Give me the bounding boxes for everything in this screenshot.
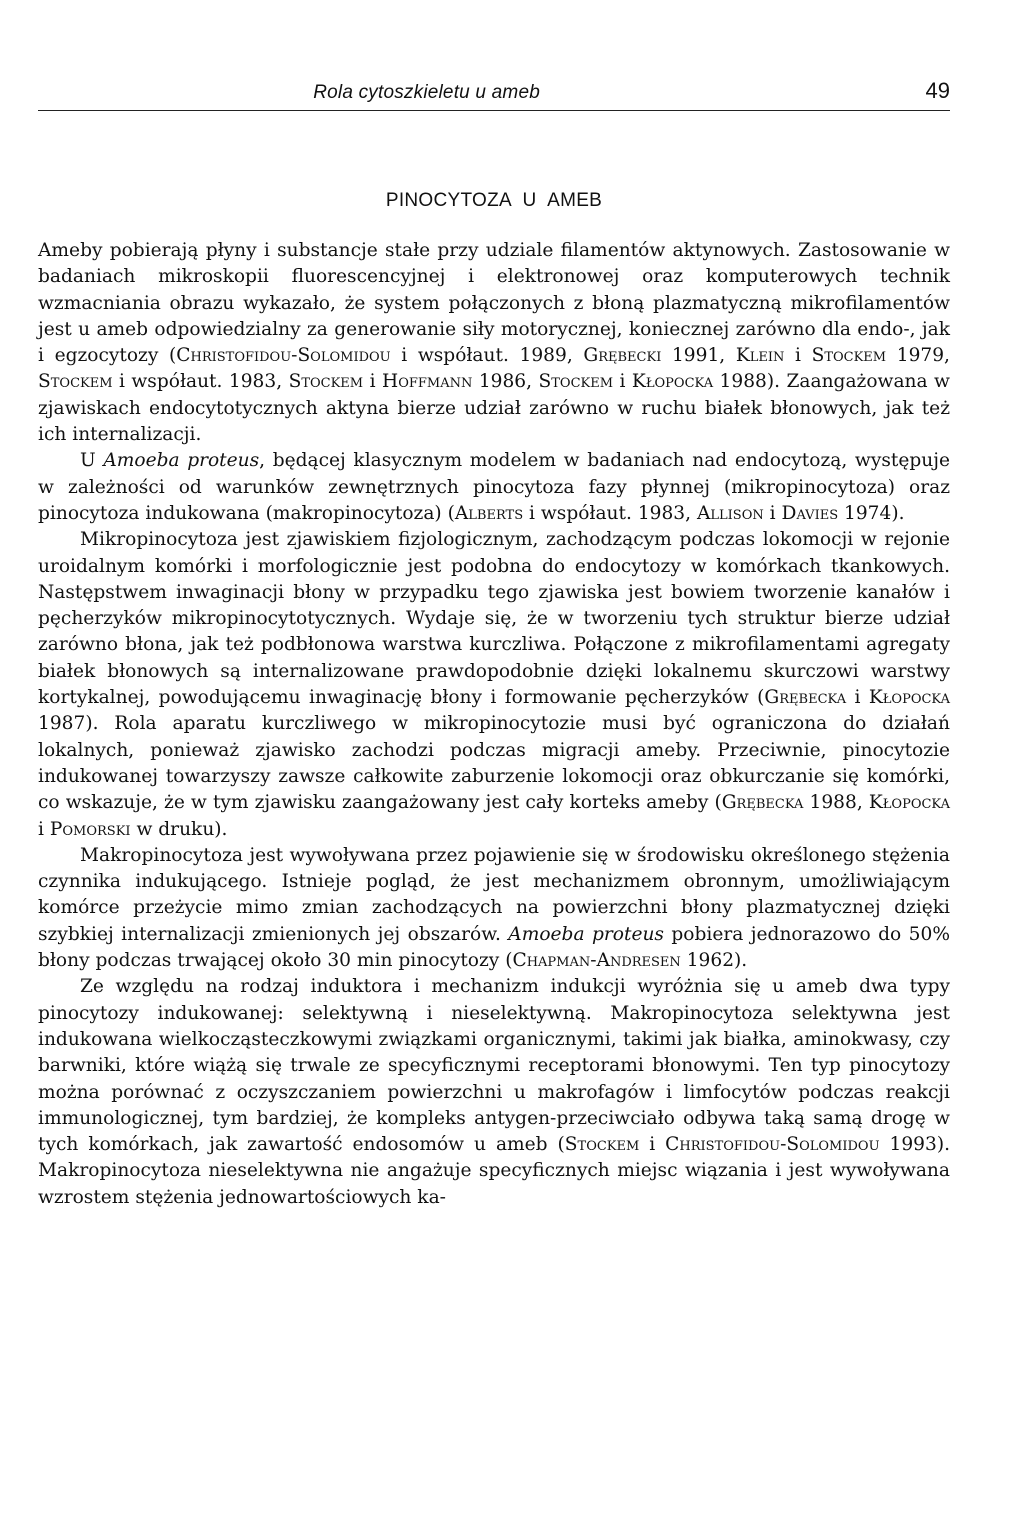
text-run: i <box>784 345 812 367</box>
text-run: w druku). <box>130 818 228 840</box>
text-run: 1962). <box>680 950 748 972</box>
citation-author: Grębecka <box>764 687 847 709</box>
text-run: i współaut. 1983, <box>112 371 289 393</box>
citation-author: Stockem <box>811 345 887 367</box>
citation-author: Stockem <box>38 371 113 393</box>
text-run: 1986, <box>472 371 539 393</box>
text-run: i <box>846 687 869 709</box>
species-name: Amoeba proteus <box>103 450 260 472</box>
citation-author: Kłopocka <box>868 792 950 814</box>
text-run: 1974). <box>838 502 905 524</box>
text-run: , będącej klasycznym modelem w badaniach nad endocytozą, występuje w zależności od warunków zewnętrznych pinocytoza fazy płynnej (mikropinocytoza) oraz pinocytoza indukowana (makropinocytoza) ( <box>38 450 950 524</box>
citation-author: Grębecki <box>583 345 662 367</box>
section-title: PINOCYTOZA U AMEB <box>385 190 603 211</box>
citation-author: Stockem <box>288 371 364 393</box>
text-run: 1988, <box>803 792 869 814</box>
text-run: Makropinocytoza jest wywoływana przez pojawienie się w środowisku określonego stężenia czynnika indukującego. Istnieje pogląd, że jest mechanizmem obronnym, umożliwiającym komórce przeżycie mimo zmian zachodzących na powierzchni błony plazmatycznej dzięki szybkiej internalizacji zmienionych jej obszarów. <box>38 844 950 945</box>
page-header <box>38 78 950 111</box>
paragraph-3 <box>38 527 950 843</box>
text-run: 1987). Rola aparatu kurczliwego w mikropinocytozie musi być ograniczona do działań lokalnych, ponieważ zjawisko zachodzi podczas migracji ameby. Przeciwnie, pinocytozie indukowanej towarzyszy zawsze całkowite zaburzenie lokomocji oraz obkurczanie się komórki, co wskazuje, że w tym zjawisku zaangażowany jest cały korteks ameby ( <box>38 713 950 814</box>
paragraph-5 <box>38 974 950 1211</box>
citation-author: Allison <box>696 502 764 524</box>
citation-author: Stockem <box>564 1134 640 1156</box>
text-run: 1993). Makropinocytoza nieselektywna nie angażuje specyficznych miejsc wiązania i jest wywoływana wzrostem stężenia jednowartościowych ka- <box>38 1134 950 1208</box>
running-title: Rola cytoszkieletu u ameb <box>313 82 540 103</box>
paragraph-2 <box>38 448 950 527</box>
text-run: 1988). Zaangażowana w zjawiskach endocytotycznych aktyna bierze udział zarówno w ruchu białek błonowych, jak też ich internalizacji. <box>38 371 950 446</box>
text-run: i <box>363 371 382 393</box>
text-run: i współaut. 1989, <box>390 345 584 367</box>
text-run: Ameby pobierają płyny i substancje stałe przy udziale filamentów aktynowych. Zastosowanie w badaniach mikroskopii fluorescencyjnej i elektronowej oraz komputerowych technik wzmacniania obrazu wykazało, że system połączonych z błoną plazmatyczną mikrofilamentów jest u ameb odpowiedzialny za generowanie siły motorycznej, koniecznej zarówno dla endo-, jak i egzocytozy ( <box>38 240 950 367</box>
text-run: i <box>763 502 782 524</box>
citation-author: Alberts <box>454 502 524 524</box>
text-run: U <box>80 450 104 472</box>
paragraph-1 <box>38 238 950 448</box>
citation-author: Hoffmann <box>381 371 473 393</box>
body-text <box>38 238 950 1211</box>
citation-author: Christofidou-Solomidou <box>665 1134 880 1156</box>
citation-author: Klein <box>735 345 785 367</box>
citation-author: Chapman-Andresen <box>512 950 681 972</box>
citation-author: Kłopocka <box>868 687 950 709</box>
page-number: 49 <box>925 78 950 103</box>
citation-author: Stockem <box>538 371 614 393</box>
text-run: i <box>613 371 632 393</box>
citation-author: Christofidou-Solomidou <box>176 345 391 367</box>
text-run: 1979, <box>886 345 950 367</box>
citation-author: Pomorski <box>49 818 131 840</box>
text-run: Ze względu na rodzaj induktora i mechanizm indukcji wyróżnia się u ameb dwa typy pinocytozy indukowanej: selektywną i nieselektywną. Makropinocytoza selektywna jest indukowana wielkocząsteczkowymi związkami organicznymi, takimi jak białka, aminokwasy, czy barwniki, które wiążą się trwale ze specyficznymi receptorami błonowymi. Ten typ pinocytozy można porównać z oczyszczaniem powierzchni u makrofagów i limfocytów podczas reakcji immunologicznej, tym bardziej, że kompleks antygen-przeciwciało odbywa taką samą drogę w tych komórkach, jak zawartość endosomów u ameb ( <box>38 976 950 1156</box>
species-name: Amoeba proteus <box>508 923 664 945</box>
citation-author: Davies <box>781 502 839 524</box>
text-run: i <box>639 1134 666 1156</box>
citation-author: Grębecka <box>721 792 804 814</box>
text-run: 1991, <box>661 345 736 367</box>
text-run: i współaut. 1983, <box>523 502 697 524</box>
text-run: Mikropinocytoza jest zjawiskiem fizjologicznym, zachodzącym podczas lokomocji w rejonie uroidalnym komórki i morfologicznie jest podobna do endocytozy w komórkach tkankowych. Następstwem inwaginacji błony w przypadku tego zjawiska jest bowiem tworzenie kanałów i pęcherzyków mikropinocytotycznych. Wydaje się, że w tworzeniu tych struktur bierze udział zarówno błona, jak też podbłonowa warstwa kurczliwa. Połączone z mikrofilamentami agregaty białek błonowych są internalizowane prawdopodobnie dzięki lokalnemu skurczowi warstwy kortykalnej, powodującemu inwaginację błony i formowanie pęcherzyków ( <box>38 529 950 709</box>
text-run: i <box>38 818 50 840</box>
text-run: pobiera jednorazowo do 50% błony podczas trwającej około 30 min pinocytozy ( <box>38 923 950 972</box>
citation-author: Kłopocka <box>631 371 714 393</box>
paragraph-4 <box>38 843 950 974</box>
